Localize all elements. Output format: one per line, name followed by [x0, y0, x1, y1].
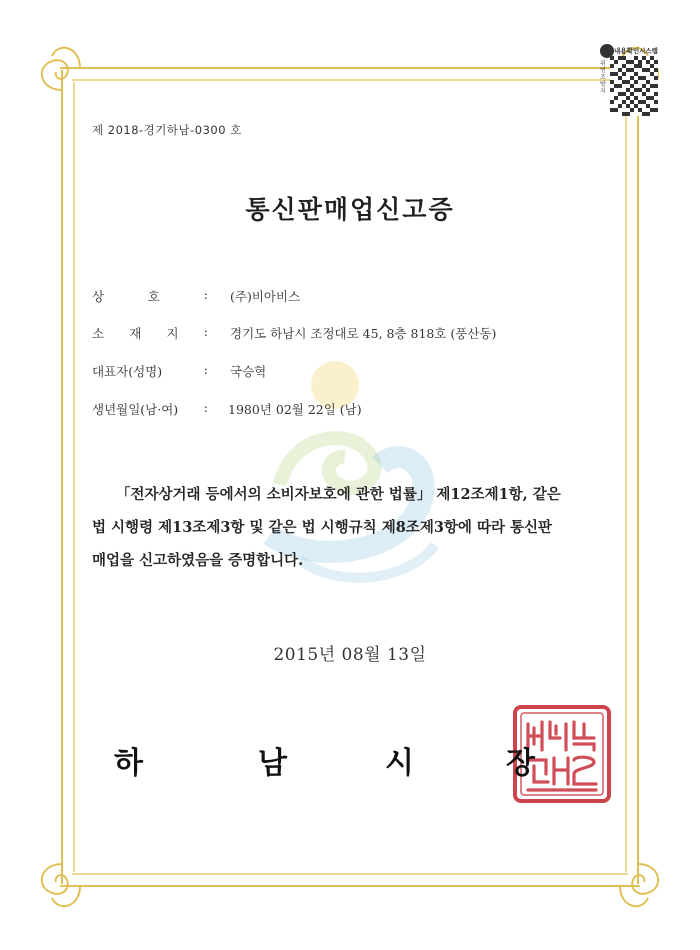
certification-statement — [92, 478, 622, 577]
field-business-name — [92, 287, 301, 305]
field-value: 1980년 02월 22일 (남) — [228, 402, 362, 417]
field-label: 대표자(성명) : — [92, 362, 208, 379]
field-label: 생년월일(남·여) : — [92, 400, 208, 417]
field-label: 소 재 지 : — [92, 324, 208, 341]
field-value: 국승혁 — [230, 364, 267, 379]
field-representative — [92, 362, 267, 380]
document-title: 통신판매업신고증 — [245, 195, 455, 224]
field-address — [92, 324, 497, 342]
field-birthdate — [92, 400, 362, 418]
registration-number: 제 2018-경기하남-0300 호 — [92, 123, 242, 137]
statement-line: 매업을 신고하였음을 증명합니다. — [92, 552, 304, 569]
issue-date: 2015년 08월 13일 — [273, 645, 427, 665]
statement-line: 「전자상거래 등에서의 소비자보호에 관한 법률」 제12조제1항, 같은 — [116, 486, 561, 503]
issuer-char: 장 — [506, 746, 535, 781]
issuer-char: 남 — [258, 746, 287, 781]
verification-mark — [600, 44, 660, 120]
anti-forgery-label: 위변조방지 — [600, 60, 606, 95]
statement-line: 법 시행령 제13조제3항 및 같은 법 시행규칙 제8조제3항에 따라 통신판 — [92, 519, 553, 536]
issuer-char: 시 — [385, 746, 414, 781]
field-label: 상 호 : — [92, 287, 208, 304]
field-value: (주)비아비스 — [230, 289, 301, 304]
issuer-char: 하 — [114, 746, 143, 781]
verification-label: 내용확인시스템 — [614, 47, 658, 55]
qr-code-icon — [610, 56, 658, 116]
field-value: 경기도 하남시 조정대로 45, 8층 818호 (풍산동) — [230, 326, 497, 341]
